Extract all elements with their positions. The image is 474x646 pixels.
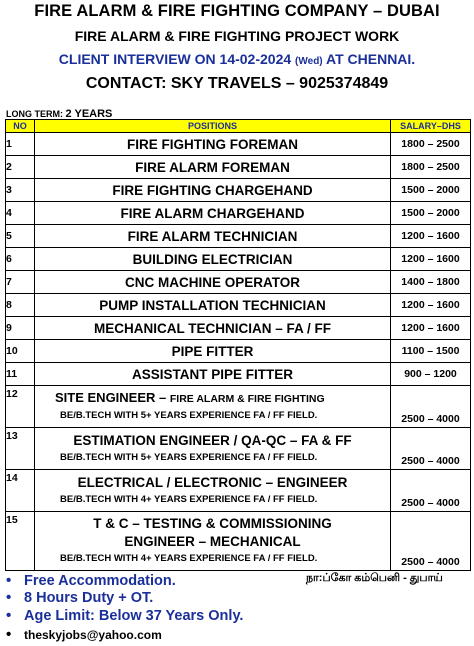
salary-cell: 1200 – 1600 (391, 317, 471, 340)
position-title: ESTIMATION ENGINEER / QA-QC – FA & FF (73, 432, 352, 448)
position-requirement: BE/B.TECH WITH 5+ YEARS EXPERIENCE FA / FF FIELD. (60, 410, 318, 421)
header-salary: SALARY–DHS (391, 120, 471, 133)
salary-cell: 2500 – 4000 (391, 512, 471, 571)
row-number: 9 (6, 317, 35, 340)
table-row (6, 294, 471, 317)
position-title-main: SITE ENGINEER – (55, 390, 167, 405)
position-cell (35, 386, 391, 428)
salary-cell: 1800 – 2500 (391, 133, 471, 156)
salary-cell: 900 – 1200 (391, 363, 471, 386)
position-requirement: BE/B.TECH WITH 5+ YEARS EXPERIENCE FA / FF FIELD. (60, 451, 318, 463)
salary-cell: 1800 – 2500 (391, 156, 471, 179)
row-number: 15 (6, 512, 35, 571)
table-row (6, 512, 471, 571)
positions-table (5, 119, 471, 571)
position-title: T & C – TESTING & COMMISSIONING (93, 516, 332, 531)
position-title (35, 389, 390, 408)
benefit-item (6, 572, 176, 590)
position-cell (35, 428, 391, 470)
position-requirement: BE/B.TECH WITH 4+ YEARS EXPERIENCE FA / FF FIELD. (60, 493, 318, 505)
interview-location: AT CHENNAI. (326, 51, 416, 67)
salary-cell: 2500 – 4000 (391, 470, 471, 512)
row-number: 11 (6, 363, 35, 386)
email-link[interactable]: theskyjobs@yahoo.com (24, 628, 162, 642)
term-label: LONG TERM: (6, 109, 63, 119)
row-number: 7 (6, 271, 35, 294)
position-cell: PUMP INSTALLATION TECHNICIAN (35, 294, 391, 317)
table-row (6, 317, 471, 340)
position-cell: FIRE FIGHTING FOREMAN (35, 133, 391, 156)
position-cell: FIRE ALARM TECHNICIAN (35, 225, 391, 248)
header-no: NO (6, 120, 35, 133)
position-cell: FIRE ALARM FOREMAN (35, 156, 391, 179)
row-number: 10 (6, 340, 35, 363)
salary-cell: 1400 – 1800 (391, 271, 471, 294)
table-row (6, 202, 471, 225)
row-number: 5 (6, 225, 35, 248)
position-title: ELECTRICAL / ELECTRONIC – ENGINEER (77, 474, 348, 490)
salary-cell: 1500 – 2000 (391, 202, 471, 225)
row-number: 2 (6, 156, 35, 179)
benefit-item (6, 589, 153, 607)
benefit-text: Free Accommodation. (24, 573, 176, 589)
table-row (6, 428, 471, 470)
position-cell (35, 470, 391, 512)
benefit-text: Age Limit: Below 37 Years Only. (24, 608, 244, 624)
table-row (6, 179, 471, 202)
salary-cell: 1500 – 2000 (391, 179, 471, 202)
bullet-icon: • (6, 572, 12, 589)
table-row (6, 470, 471, 512)
bullet-icon: • (6, 589, 12, 606)
table-row (6, 248, 471, 271)
salary-cell: 1200 – 1600 (391, 294, 471, 317)
email-item (6, 626, 162, 644)
bullet-icon: • (6, 607, 12, 624)
row-number: 6 (6, 248, 35, 271)
page-title: FIRE ALARM & FIRE FIGHTING COMPANY – DUBAI (34, 2, 440, 20)
tamil-note: நா:ப்கோ கம்பெனி - துபாய் (306, 572, 443, 584)
row-number: 1 (6, 133, 35, 156)
position-requirement: BE/B.TECH WITH 4+ YEARS EXPERIENCE FA / FF FIELD. (60, 553, 318, 564)
row-number: 4 (6, 202, 35, 225)
table-row (6, 271, 471, 294)
row-number: 3 (6, 179, 35, 202)
benefit-text: 8 Hours Duty + OT. (24, 590, 154, 606)
interview-date: CLIENT INTERVIEW ON 14-02-2024 (58, 51, 292, 67)
position-cell: MECHANICAL TECHNICIAN – FA / FF (35, 317, 391, 340)
header-positions: POSITIONS (35, 120, 391, 133)
table-row (6, 225, 471, 248)
position-cell: BUILDING ELECTRICIAN (35, 248, 391, 271)
position-title-line2: ENGINEER – MECHANICAL (124, 534, 301, 549)
table-row (6, 386, 471, 428)
position-cell: FIRE ALARM CHARGEHAND (35, 202, 391, 225)
table-row (6, 340, 471, 363)
table-header-row (6, 120, 471, 133)
row-number: 12 (6, 386, 35, 428)
row-number: 14 (6, 470, 35, 512)
position-cell: PIPE FITTER (35, 340, 391, 363)
salary-cell: 1100 – 1500 (391, 340, 471, 363)
row-number: 8 (6, 294, 35, 317)
contact-line: CONTACT: SKY TRAVELS – 9025374849 (85, 75, 389, 92)
table-body (6, 133, 471, 571)
interview-line (0, 51, 474, 67)
salary-cell: 2500 – 4000 (391, 386, 471, 428)
table-row (6, 156, 471, 179)
interview-day: (Wed) (295, 56, 323, 67)
benefit-item (6, 607, 243, 625)
salary-cell: 2500 – 4000 (391, 428, 471, 470)
salary-cell: 1200 – 1600 (391, 248, 471, 271)
position-cell: FIRE FIGHTING CHARGEHAND (35, 179, 391, 202)
salary-cell: 1200 – 1600 (391, 225, 471, 248)
position-title-detail: FIRE ALARM & FIRE FIGHTING (169, 393, 325, 405)
term-value: 2 YEARS (65, 108, 113, 120)
row-number: 13 (6, 428, 35, 470)
position-cell: ASSISTANT PIPE FITTER (35, 363, 391, 386)
page-subtitle: FIRE ALARM & FIRE FIGHTING PROJECT WORK (74, 28, 400, 44)
position-cell (35, 512, 391, 571)
position-cell: CNC MACHINE OPERATOR (35, 271, 391, 294)
bullet-icon: • (6, 626, 12, 643)
table-row (6, 133, 471, 156)
table-row (6, 363, 471, 386)
